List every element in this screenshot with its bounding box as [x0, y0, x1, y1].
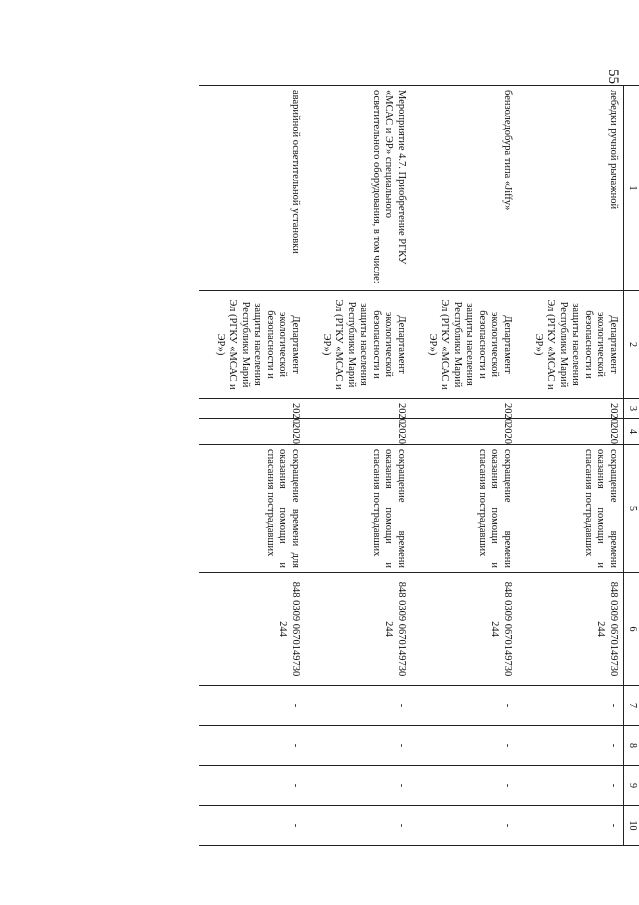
value-cell: - [411, 806, 517, 846]
budget-table [199, 85, 639, 846]
start-year-cell: 2020 [411, 399, 517, 419]
end-year-cell: 2020 [305, 419, 411, 445]
end-year-cell: 2020 [199, 419, 305, 445]
budget-code-cell: 848 0309 0670149730 244 [411, 573, 517, 686]
end-year-cell: 2020 [517, 419, 624, 445]
header-cell: 2 [624, 291, 639, 399]
value-cell: - [517, 686, 624, 726]
value-cell: - [305, 806, 411, 846]
header-cell: 3 [624, 399, 639, 419]
value-cell: - [199, 806, 305, 846]
executor-cell: Департамент экологической безопасности и защиты населения Республики Марий Эл (РГКУ «МСАС и ЭР») [411, 291, 517, 399]
rotated-table-sheet [121, 85, 639, 845]
value-cell: - [517, 726, 624, 766]
value-cell: - [411, 766, 517, 806]
executor-cell: Департамент экологической безопасности и защиты населения Республики Марий Эл (РГКУ «МСАС и ЭР») [305, 291, 411, 399]
header-cell: 9 [624, 766, 639, 806]
table-row [411, 86, 517, 846]
measure-name-cell: Мероприятие 4.7. Приобретение РГКУ «МСАС и ЭР» специального осветительного оборудования, в том числе: [305, 86, 411, 291]
start-year-cell: 2020 [199, 399, 305, 419]
header-cell: 8 [624, 726, 639, 766]
header-cell: 10 [624, 806, 639, 846]
table-row [517, 86, 624, 846]
header-cell: 7 [624, 686, 639, 726]
result-cell: сокращение времени оказания помощи и спасания пострадавших [411, 445, 517, 573]
start-year-cell: 2020 [517, 399, 624, 419]
header-cell: 4 [624, 419, 639, 445]
value-cell: - [517, 766, 624, 806]
value-cell: - [305, 766, 411, 806]
value-cell: - [411, 726, 517, 766]
value-cell: - [199, 726, 305, 766]
value-cell: - [305, 726, 411, 766]
budget-code-cell: 848 0309 0670149730 244 [305, 573, 411, 686]
value-cell: - [305, 686, 411, 726]
measure-name-cell: лебедки ручной рычажной [517, 86, 624, 291]
measure-name-cell: бензоледобура типа «Jiffy» [411, 86, 517, 291]
value-cell: - [517, 806, 624, 846]
budget-code-cell: 848 0309 0670149730 244 [517, 573, 624, 686]
budget-code-cell: 848 0309 0670149730 244 [199, 573, 305, 686]
value-cell: - [411, 686, 517, 726]
start-year-cell: 2020 [305, 399, 411, 419]
header-cell: 6 [624, 573, 639, 686]
executor-cell: Департамент экологической безопасности и защиты населения Республики Марий Эл (РГКУ «МСАС и ЭР») [199, 291, 305, 399]
table-row [199, 86, 305, 846]
header-cell: 5 [624, 445, 639, 573]
value-cell: - [199, 766, 305, 806]
header-cell: 1 [624, 86, 639, 291]
result-cell: сокращение времени оказания помощи и спасания пострадавших [517, 445, 624, 573]
value-cell: - [199, 686, 305, 726]
measure-name-cell: аварийной осветительной установки [199, 86, 305, 291]
executor-cell: Департамент экологической безопасности и защиты населения Республики Марий Эл (РГКУ «МСАС и ЭР») [517, 291, 624, 399]
page-number: 55 [605, 69, 621, 84]
table-row [305, 86, 411, 846]
result-cell: сокращение времени оказания помощи и спасания пострадавших [305, 445, 411, 573]
header-row [624, 86, 639, 846]
end-year-cell: 2020 [411, 419, 517, 445]
result-cell: сокращение времени для оказания помощи и спасания пострадавших [199, 445, 305, 573]
